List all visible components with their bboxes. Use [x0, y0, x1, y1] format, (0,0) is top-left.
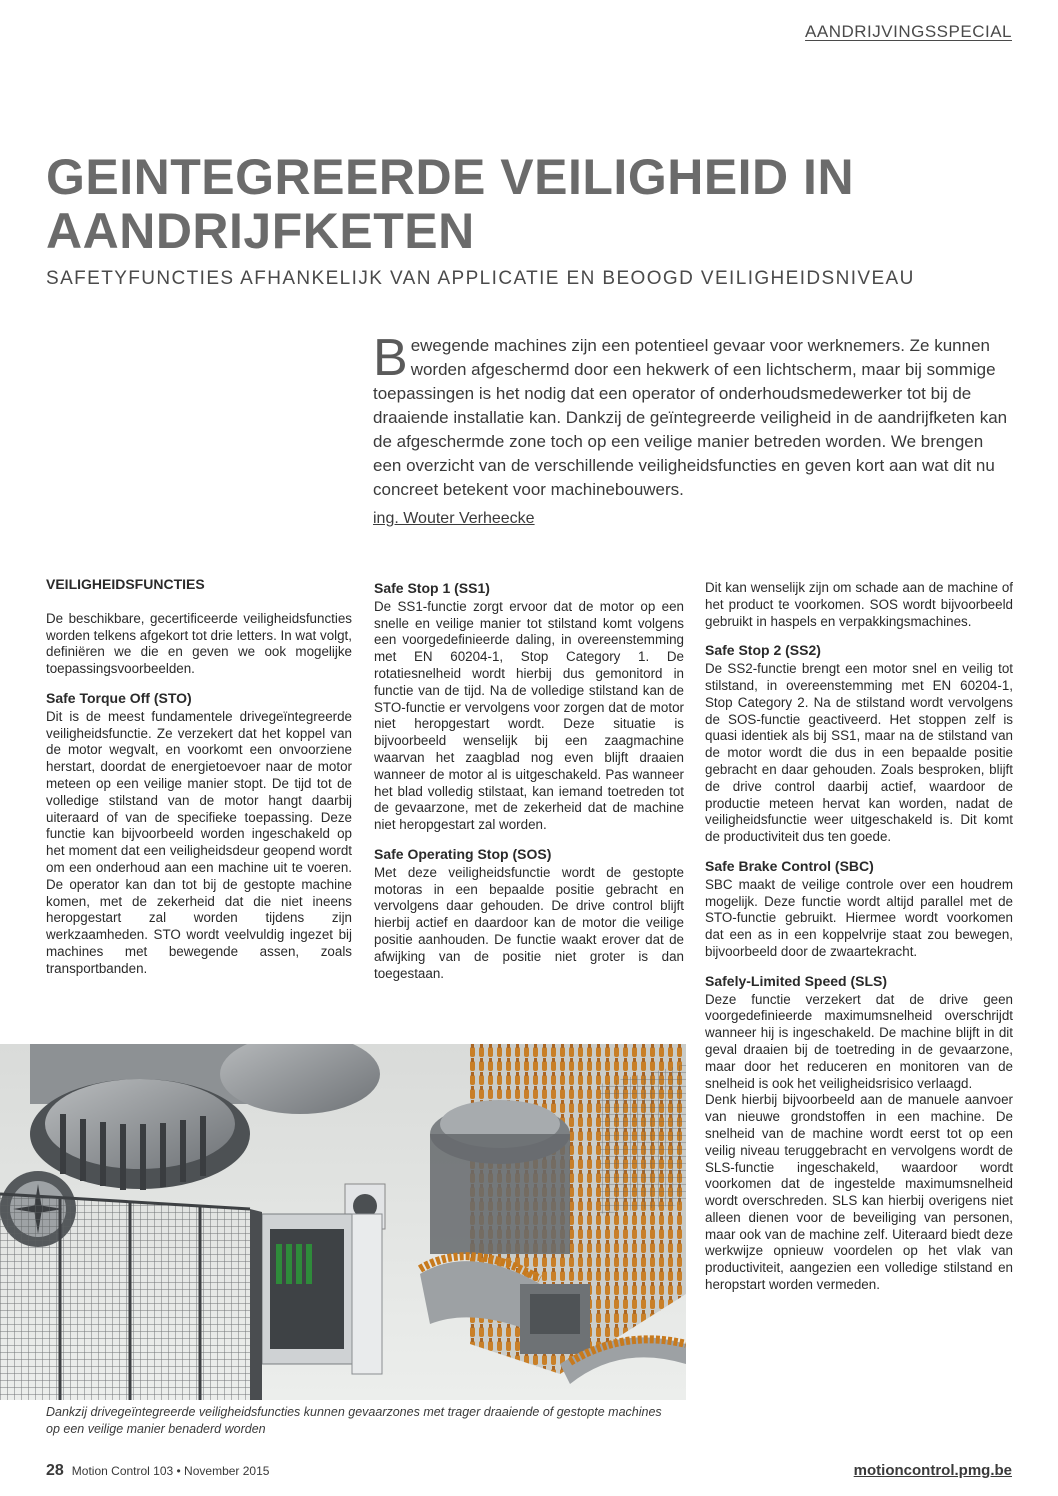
- sls-heading: Safely-Limited Speed (SLS): [705, 972, 888, 989]
- ss1-heading: Safe Stop 1 (SS1): [374, 580, 490, 596]
- sto-paragraph: Dit is de meest fundamentele drivegeïntegreerde veiligheidsfunctie. Ze verzekert dat het koppel van de motor wegvalt, en voorkomt een onvoorziene herstart, doordat de energietoevoer naar de motor meteen op een veilige manier stopt. De tijd tot de volledige stilstand van de motor hangt daarbij uiteraard of van de specifieke toepassing. Deze functie kan bijvoorbeeld worden ingeschakeld op het moment dat een veiligheidsdeur geopend wordt om een onderhoud aan een machine uit te voeren. De operator kan dan tot bij de gestopte machine komen, met de zekerheid dat die niet ineens heropgestart zal worden tijdens zijn werkzaamheden. STO wordt veelvuldig ingezet bij machines met bewegende assen, zoals transportbanden.: [46, 708, 352, 976]
- page-footer-left: [46, 1462, 269, 1480]
- sos-heading: Safe Operating Stop (SOS): [374, 845, 552, 862]
- intro-text: ewegende machines zijn een potentieel gevaar voor werknemers. Ze kunnen worden afgeschermd door een hekwerk of een lichtscherm, maar bij sommige toepassingen is het nodig dat een operator of onderhoudsmedewerker tot bij de draaiende installatie kan. Dankzij de geïntegreerde veiligheid in de aandrijfketen kan de afgeschermde zone toch op een veilige manier betreden worden. We brengen een overzicht van de verschillende veiligheidsfuncties en geven kort aan wat dit nu concreet betekent voor machinebouwers.: [373, 336, 1008, 499]
- website-link[interactable]: motioncontrol.pmg.be: [853, 1462, 1012, 1479]
- article-title: GEINTEGREERDE VEILIGHEID IN AANDRIJFKETEN: [46, 149, 855, 259]
- sls-paragraph-1: Deze functie verzekert dat de drive geen voorgedefinieerde maximumsnelheid overschrijdt wanneer hij is ingeschakeld. De machine blijft in dit geval draaien bij de toetreding in de gevaarzone, maar door het reduceren en monitoren van de snelheid is ook het veiligheidsrisico verlaagd.: [705, 991, 1013, 1091]
- sos-paragraph: Met deze veiligheidsfunctie wordt de gestopte motoras in een bepaalde positie gebracht en vervolgens daar gehouden. De drive control blijft hierbij actief en daardoor kan de motor die veilige positie aanhouden. De functie waakt erover dat de afwijking van de positie niet groter is dan toegestaan.: [374, 864, 684, 981]
- figure-caption: Dankzij drivegeïntegreerde veiligheidsfuncties kunnen gevaarzones met trager draaiende of gestopte machines op een veilige manier benaderd worden: [46, 1405, 662, 1436]
- sls-paragraph-2: Denk hierbij bijvoorbeeld aan de manuele aanvoer van nieuwe grondstoffen in een machine. De snelheid van de machine wordt eerst tot op een veilig niveau teruggebracht en vervolgens wordt de SLS-functie ingeschakeld, waardoor wordt voorkomen dat de ingestelde maximumsnelheid wordt overschreden. SLS kan hierbij overigens niet alleen dienen voor de beveiliging van personen, maar ook van de machine zelf. Uiteraard biedt deze werkwijze opnieuw voordelen op het vlak van productiviteit, aangezien een volledige stilstand en heropstart worden vermeden.: [705, 1092, 1013, 1293]
- text-column-1: [46, 576, 352, 990]
- article-subtitle: SAFETYFUNCTIES AFHANKELIJK VAN APPLICATIE EN BEOOGD VEILIGHEIDSNIVEAU: [46, 268, 915, 289]
- paragraph: De beschikbare, gecertificeerde veiligheidsfuncties worden telkens afgekort tot drie letters. In wat volgt, definiëren we die en geven we ook mogelijke toepassingsvoorbeelden.: [46, 610, 352, 677]
- article-intro: [373, 329, 1013, 502]
- sbc-paragraph: SBC maakt de veilige controle over een houdrem mogelijk. Deze functie wordt altijd parallel met de STO-functie gebruikt. Hiermee wordt voorkomen dat een as in een koppelvrije staat zou bewegen, bijvoorbeeld door de zwaartekracht.: [705, 876, 1013, 959]
- text-column-2: [374, 580, 684, 994]
- sbc-heading: Safe Brake Control (SBC): [705, 857, 874, 874]
- sto-heading: Safe Torque Off (STO): [46, 689, 192, 706]
- ss2-paragraph: De SS2-functie brengt een motor snel en veilig tot stilstand, in overeenstemming met EN 60204-1, Stop Category 2. Na de stilstand wordt vervolgens de SOS-functie geactiveerd. Het stoppen zelf is quasi identiek als bij SS1, maar na de stilstand van de motor wordt die dus in een bepaalde positie gebracht en daar gehouden. Zoals besproken, blijft de drive control daarbij actief, waardoor de productie meteen hervat kan worden, nadat de veiligheidsfunctie weer uitgeschakeld is. Dit komt de productiviteit dus ten goede.: [705, 661, 1013, 845]
- issue-info: Motion Control 103 • November 2015: [71, 1464, 270, 1478]
- bottling-line-illustration: [0, 1044, 686, 1400]
- author-byline: ing. Wouter Verheecke: [373, 510, 535, 527]
- section-kicker: AANDRIJVINGSSPECIAL: [805, 22, 1012, 41]
- ss2-heading: Safe Stop 2 (SS2): [705, 642, 821, 659]
- ss1-paragraph: De SS1-functie zorgt ervoor dat de motor op een snelle en veilige manier tot stilstand komt volgens een voorgedefinieerde daling, in overeenstemming met EN 60204-1, Stop Category 1. De rotatiesnelheid wordt hierbij dus gemonitord in functie van de tijd. Na de volledige stilstand kan de STO-functie er vervolgens voor zorgen dat de motor niet heropgestart wordt. Deze situatie is bijvoorbeeld wenselijk bij een zaagmachine waarvan het zaagblad nog even blijft draaien wanneer de motor al is uitgeschakeld. Pas wanneer het blad volledig stilstaat, kan iemand toetreden tot de gevaarzone, met de zekerheid dat de machine niet heropgestart zal worden.: [374, 598, 684, 833]
- sos-continued-paragraph: Dit kan wenselijk zijn om schade aan de machine of het product te voorkomen. SOS wordt bijvoorbeeld gebruikt in haspels en verpakkingsmachines.: [705, 580, 1013, 629]
- intro-dropcap: B: [373, 329, 408, 387]
- text-column-3: [705, 580, 1013, 1306]
- section-heading: VEILIGHEIDSFUNCTIES: [46, 576, 205, 592]
- page-number: 28: [46, 1462, 64, 1479]
